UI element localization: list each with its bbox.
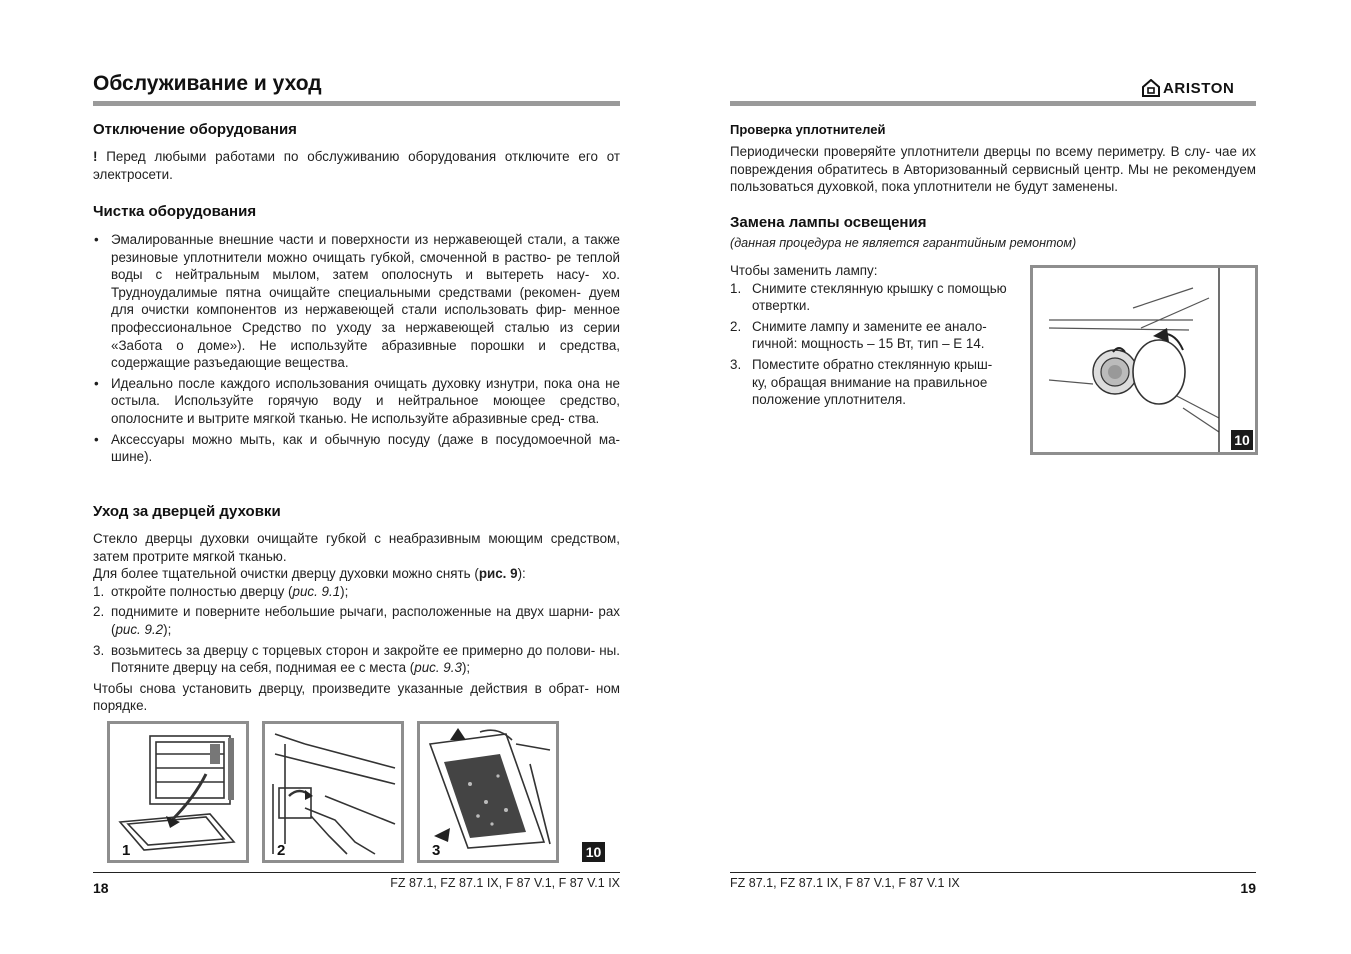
list-item: 2. поднимите и поверните небольшие рычаги, расположенные на двух шарни- рах (рис. 9.2); bbox=[93, 604, 620, 637]
oven-open-door-illustration bbox=[110, 724, 246, 860]
list-item: • Эмалированные внешние части и поверхности из нержавеющей стали, а также резиновые уплотнители можно очищать губкой, смоченной в раство- ре теплой воды с нейтральным мылом, затем ополоснуть и вытереть насу- хо. Трудноудалимые пятна очищайте специальными средствами (рекомен- дуем для очистки компонентов из нержавеющей стали использовать фир- менное профессиональное Средство по уходу за нержавеющей сталью из серии «Забота о доме»). Не используйте абразивные порошки и средства, содержащие разъедающие вещества. bbox=[93, 231, 620, 372]
cleaning-list bbox=[93, 231, 620, 466]
heading-seal-check: Проверка уплотнителей bbox=[730, 122, 886, 137]
figure-panel-label: 2 bbox=[277, 842, 286, 859]
list-item: • Аксессуары можно мыть, как и обычную посуду (даже в посудомоечной ма- шине). bbox=[93, 431, 620, 466]
disconnect-body: Перед любыми работами по обслуживанию оборудования отключите его от электросети. bbox=[93, 149, 620, 182]
heading-lamp-replace: Замена лампы освещения bbox=[730, 214, 927, 231]
figure-panel-3 bbox=[417, 721, 559, 863]
disconnect-text bbox=[93, 148, 620, 183]
figure-number-badge-left: 10 bbox=[582, 842, 605, 862]
heading-door-care: Уход за дверцей духовки bbox=[93, 503, 281, 520]
footer-rule-left bbox=[93, 872, 620, 873]
figure-number-badge-right: 10 bbox=[1231, 430, 1253, 450]
lamp-intro: Чтобы заменить лампу: bbox=[730, 263, 878, 278]
model-list-left: FZ 87.1, FZ 87.1 IX, F 87 V.1, F 87 V.1 IX bbox=[390, 876, 620, 890]
lamp-steps bbox=[730, 280, 1010, 409]
cleaning-list-block bbox=[93, 231, 620, 469]
figure-panel-2 bbox=[262, 721, 404, 863]
footer-rule-right bbox=[730, 872, 1256, 873]
lamp-cover-illustration bbox=[1033, 268, 1255, 452]
heading-disconnect: Отключение оборудования bbox=[93, 121, 297, 138]
door-care-block bbox=[93, 530, 620, 715]
page-title-left: Обслуживание и уход bbox=[93, 72, 322, 95]
title-rule-right bbox=[730, 101, 1256, 106]
door-care-p2: Для более тщательной очистки дверцу духовки можно снять (рис. 9): bbox=[93, 566, 526, 582]
warranty-note: (данная процедура не является гарантийным ремонтом) bbox=[730, 236, 1077, 250]
figure-panel-label: 1 bbox=[122, 842, 131, 859]
door-care-p1: Стекло дверцы духовки очищайте губкой с неабразивным моющим средством, затем протрите мягкой тканью. bbox=[93, 531, 620, 564]
door-removal-illustration bbox=[420, 724, 556, 860]
house-logo-icon bbox=[1142, 79, 1160, 97]
title-rule-left bbox=[93, 101, 620, 106]
door-removal-steps bbox=[93, 583, 620, 677]
logo-wordmark: ARISTON bbox=[1163, 79, 1235, 97]
list-item: • Идеально после каждого использования очищать духовку изнутри, пока она не остыла. Используйте горячую воду и нейтральное моющее средство, ополосните и вытрите мягкой тканью. Не используйте абразивные сред- ства. bbox=[93, 375, 620, 428]
list-item: 3. Поместите обратно стеклянную крыш- ку, обращая внимание на правильное положение уплотнителя. bbox=[730, 356, 993, 408]
page-number-right: 19 bbox=[1240, 880, 1256, 896]
page-number-left: 18 bbox=[93, 880, 109, 896]
list-item: 3. возьмитесь за дверцу с торцевых сторон и закройте ее примерно до полови- ны. Потяните дверцу на себя, поднимая ее с места (рис. 9.3); bbox=[93, 642, 620, 676]
list-item: 2. Снимите лампу и замените ее анало- гичной: мощность – 15 Вт, тип – Е 14. bbox=[730, 318, 987, 352]
lamp-steps-block bbox=[730, 262, 1010, 412]
heading-cleaning: Чистка оборудования bbox=[93, 203, 257, 220]
warning-mark: ! bbox=[93, 149, 98, 164]
door-care-p3: Чтобы снова установить дверцу, произведите указанные действия в обрат- ном порядке. bbox=[93, 680, 620, 714]
lamp-figure bbox=[1030, 265, 1258, 455]
list-item: 1. откройте полностью дверцу (рис. 9.1); bbox=[93, 583, 349, 599]
seal-check-text: Периодически проверяйте уплотнители дверцы по всему периметру. В слу- чае их повреждения обратитесь в Авторизованный сервисный центр. Мы не рекомендуем пользоваться духовкой, пока уплотнители не будут заменены. bbox=[730, 144, 1256, 195]
figure-panel-1 bbox=[107, 721, 249, 863]
model-list-right: FZ 87.1, FZ 87.1 IX, F 87 V.1, F 87 V.1 IX bbox=[730, 876, 960, 890]
list-item: 1. Снимите стеклянную крышку с помощью отвертки. bbox=[730, 280, 1007, 314]
ariston-logo bbox=[1142, 79, 1234, 97]
hinge-lever-illustration bbox=[265, 724, 401, 860]
figure-panel-label: 3 bbox=[432, 842, 441, 859]
